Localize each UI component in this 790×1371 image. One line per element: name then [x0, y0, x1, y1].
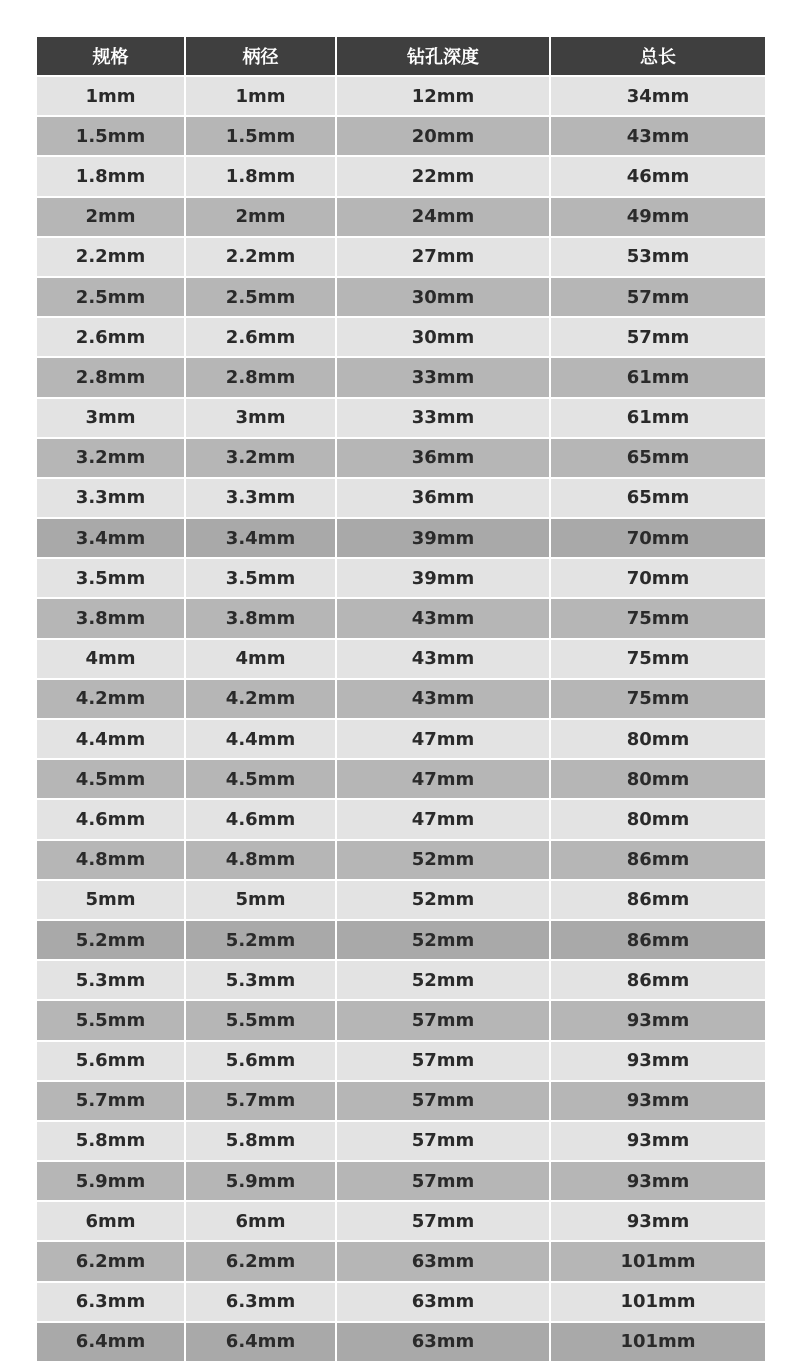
table-row	[37, 439, 765, 479]
cell-total-length: 70mm	[551, 519, 765, 559]
table-row	[37, 800, 765, 840]
cell-spec: 5mm	[37, 881, 186, 921]
cell-drilling-depth: 57mm	[337, 1202, 551, 1242]
cell-drilling-depth: 47mm	[337, 800, 551, 840]
table-row	[37, 720, 765, 760]
cell-total-length: 93mm	[551, 1122, 765, 1162]
cell-shank-diameter: 4.2mm	[186, 680, 337, 720]
cell-spec: 4.4mm	[37, 720, 186, 760]
cell-shank-diameter: 5.6mm	[186, 1042, 337, 1082]
table-row	[37, 318, 765, 358]
table-row	[37, 1082, 765, 1122]
cell-drilling-depth: 52mm	[337, 881, 551, 921]
cell-total-length: 65mm	[551, 479, 765, 519]
cell-drilling-depth: 57mm	[337, 1082, 551, 1122]
cell-shank-diameter: 2.2mm	[186, 238, 337, 278]
cell-total-length: 93mm	[551, 1202, 765, 1242]
cell-total-length: 34mm	[551, 77, 765, 117]
cell-shank-diameter: 1mm	[186, 77, 337, 117]
cell-drilling-depth: 30mm	[337, 278, 551, 318]
table-row	[37, 1122, 765, 1162]
cell-drilling-depth: 57mm	[337, 1122, 551, 1162]
cell-spec: 2.5mm	[37, 278, 186, 318]
cell-total-length: 93mm	[551, 1001, 765, 1041]
cell-shank-diameter: 5mm	[186, 881, 337, 921]
cell-spec: 5.3mm	[37, 961, 186, 1001]
cell-shank-diameter: 3.5mm	[186, 559, 337, 599]
header-shank-diameter: 柄径	[186, 37, 337, 77]
cell-shank-diameter: 6mm	[186, 1202, 337, 1242]
cell-shank-diameter: 3.8mm	[186, 599, 337, 639]
table-row	[37, 399, 765, 439]
cell-drilling-depth: 57mm	[337, 1042, 551, 1082]
cell-shank-diameter: 5.9mm	[186, 1162, 337, 1202]
cell-shank-diameter: 4.5mm	[186, 760, 337, 800]
spec-table	[37, 37, 765, 1363]
table-row	[37, 1202, 765, 1242]
table-row	[37, 680, 765, 720]
cell-total-length: 75mm	[551, 599, 765, 639]
table-row	[37, 77, 765, 117]
table-row	[37, 117, 765, 157]
cell-spec: 5.9mm	[37, 1162, 186, 1202]
cell-total-length: 61mm	[551, 399, 765, 439]
cell-total-length: 80mm	[551, 800, 765, 840]
table-row	[37, 921, 765, 961]
table-row	[37, 1162, 765, 1202]
table-row	[37, 1283, 765, 1323]
table-row	[37, 599, 765, 639]
cell-spec: 4.2mm	[37, 680, 186, 720]
cell-drilling-depth: 33mm	[337, 358, 551, 398]
cell-shank-diameter: 2.5mm	[186, 278, 337, 318]
header-drilling-depth: 钻孔深度	[337, 37, 551, 77]
cell-drilling-depth: 36mm	[337, 479, 551, 519]
cell-drilling-depth: 43mm	[337, 680, 551, 720]
table-header	[37, 37, 765, 77]
cell-total-length: 86mm	[551, 881, 765, 921]
cell-spec: 5.6mm	[37, 1042, 186, 1082]
cell-spec: 3.5mm	[37, 559, 186, 599]
cell-shank-diameter: 5.7mm	[186, 1082, 337, 1122]
table-row	[37, 640, 765, 680]
cell-total-length: 101mm	[551, 1323, 765, 1363]
cell-shank-diameter: 5.3mm	[186, 961, 337, 1001]
cell-total-length: 80mm	[551, 760, 765, 800]
cell-spec: 2.6mm	[37, 318, 186, 358]
cell-shank-diameter: 5.5mm	[186, 1001, 337, 1041]
table-row	[37, 841, 765, 881]
cell-drilling-depth: 63mm	[337, 1323, 551, 1363]
cell-total-length: 57mm	[551, 318, 765, 358]
cell-drilling-depth: 12mm	[337, 77, 551, 117]
cell-drilling-depth: 30mm	[337, 318, 551, 358]
table-body	[37, 77, 765, 1363]
cell-drilling-depth: 24mm	[337, 198, 551, 238]
table-row	[37, 198, 765, 238]
table-row	[37, 1323, 765, 1363]
cell-shank-diameter: 6.3mm	[186, 1283, 337, 1323]
header-row	[37, 37, 765, 77]
cell-shank-diameter: 5.2mm	[186, 921, 337, 961]
table-row	[37, 278, 765, 318]
cell-spec: 3.8mm	[37, 599, 186, 639]
table-row	[37, 961, 765, 1001]
cell-spec: 4.8mm	[37, 841, 186, 881]
table-row	[37, 881, 765, 921]
cell-shank-diameter: 3mm	[186, 399, 337, 439]
cell-shank-diameter: 1.5mm	[186, 117, 337, 157]
table-row	[37, 519, 765, 559]
table-row	[37, 1042, 765, 1082]
cell-shank-diameter: 4mm	[186, 640, 337, 680]
cell-total-length: 93mm	[551, 1082, 765, 1122]
cell-spec: 1.8mm	[37, 157, 186, 197]
cell-spec: 5.5mm	[37, 1001, 186, 1041]
cell-drilling-depth: 47mm	[337, 760, 551, 800]
cell-drilling-depth: 57mm	[337, 1162, 551, 1202]
cell-spec: 5.7mm	[37, 1082, 186, 1122]
cell-total-length: 43mm	[551, 117, 765, 157]
cell-spec: 4mm	[37, 640, 186, 680]
table-row	[37, 358, 765, 398]
cell-shank-diameter: 4.4mm	[186, 720, 337, 760]
cell-spec: 6.3mm	[37, 1283, 186, 1323]
cell-shank-diameter: 4.6mm	[186, 800, 337, 840]
table-row	[37, 1001, 765, 1041]
cell-drilling-depth: 43mm	[337, 640, 551, 680]
cell-spec: 3mm	[37, 399, 186, 439]
cell-total-length: 86mm	[551, 921, 765, 961]
table-row	[37, 157, 765, 197]
cell-spec: 1mm	[37, 77, 186, 117]
cell-drilling-depth: 20mm	[337, 117, 551, 157]
cell-shank-diameter: 5.8mm	[186, 1122, 337, 1162]
cell-drilling-depth: 33mm	[337, 399, 551, 439]
cell-shank-diameter: 1.8mm	[186, 157, 337, 197]
cell-spec: 2.8mm	[37, 358, 186, 398]
cell-drilling-depth: 47mm	[337, 720, 551, 760]
table-row	[37, 479, 765, 519]
cell-total-length: 101mm	[551, 1242, 765, 1282]
cell-spec: 3.4mm	[37, 519, 186, 559]
cell-total-length: 80mm	[551, 720, 765, 760]
cell-spec: 2mm	[37, 198, 186, 238]
cell-spec: 3.2mm	[37, 439, 186, 479]
cell-total-length: 101mm	[551, 1283, 765, 1323]
header-total-length: 总长	[551, 37, 765, 77]
cell-drilling-depth: 27mm	[337, 238, 551, 278]
cell-shank-diameter: 2mm	[186, 198, 337, 238]
table-row	[37, 559, 765, 599]
cell-total-length: 75mm	[551, 680, 765, 720]
cell-shank-diameter: 3.3mm	[186, 479, 337, 519]
cell-total-length: 93mm	[551, 1042, 765, 1082]
cell-drilling-depth: 43mm	[337, 599, 551, 639]
cell-total-length: 70mm	[551, 559, 765, 599]
cell-drilling-depth: 52mm	[337, 961, 551, 1001]
header-spec: 规格	[37, 37, 186, 77]
cell-shank-diameter: 6.4mm	[186, 1323, 337, 1363]
cell-total-length: 65mm	[551, 439, 765, 479]
cell-spec: 5.2mm	[37, 921, 186, 961]
cell-spec: 4.5mm	[37, 760, 186, 800]
cell-spec: 6.4mm	[37, 1323, 186, 1363]
table-row	[37, 1242, 765, 1282]
cell-total-length: 86mm	[551, 961, 765, 1001]
cell-total-length: 57mm	[551, 278, 765, 318]
cell-drilling-depth: 52mm	[337, 921, 551, 961]
cell-shank-diameter: 3.2mm	[186, 439, 337, 479]
cell-drilling-depth: 63mm	[337, 1242, 551, 1282]
cell-drilling-depth: 39mm	[337, 559, 551, 599]
cell-spec: 5.8mm	[37, 1122, 186, 1162]
cell-total-length: 53mm	[551, 238, 765, 278]
cell-total-length: 49mm	[551, 198, 765, 238]
cell-shank-diameter: 3.4mm	[186, 519, 337, 559]
cell-spec: 3.3mm	[37, 479, 186, 519]
cell-shank-diameter: 2.8mm	[186, 358, 337, 398]
cell-total-length: 46mm	[551, 157, 765, 197]
table-row	[37, 760, 765, 800]
cell-shank-diameter: 2.6mm	[186, 318, 337, 358]
cell-spec: 1.5mm	[37, 117, 186, 157]
cell-drilling-depth: 22mm	[337, 157, 551, 197]
cell-drilling-depth: 63mm	[337, 1283, 551, 1323]
cell-spec: 6mm	[37, 1202, 186, 1242]
cell-drilling-depth: 39mm	[337, 519, 551, 559]
cell-shank-diameter: 4.8mm	[186, 841, 337, 881]
cell-drilling-depth: 57mm	[337, 1001, 551, 1041]
cell-total-length: 86mm	[551, 841, 765, 881]
cell-spec: 4.6mm	[37, 800, 186, 840]
cell-spec: 2.2mm	[37, 238, 186, 278]
cell-total-length: 61mm	[551, 358, 765, 398]
cell-spec: 6.2mm	[37, 1242, 186, 1282]
cell-drilling-depth: 36mm	[337, 439, 551, 479]
table-row	[37, 238, 765, 278]
cell-shank-diameter: 6.2mm	[186, 1242, 337, 1282]
cell-total-length: 93mm	[551, 1162, 765, 1202]
cell-total-length: 75mm	[551, 640, 765, 680]
cell-drilling-depth: 52mm	[337, 841, 551, 881]
